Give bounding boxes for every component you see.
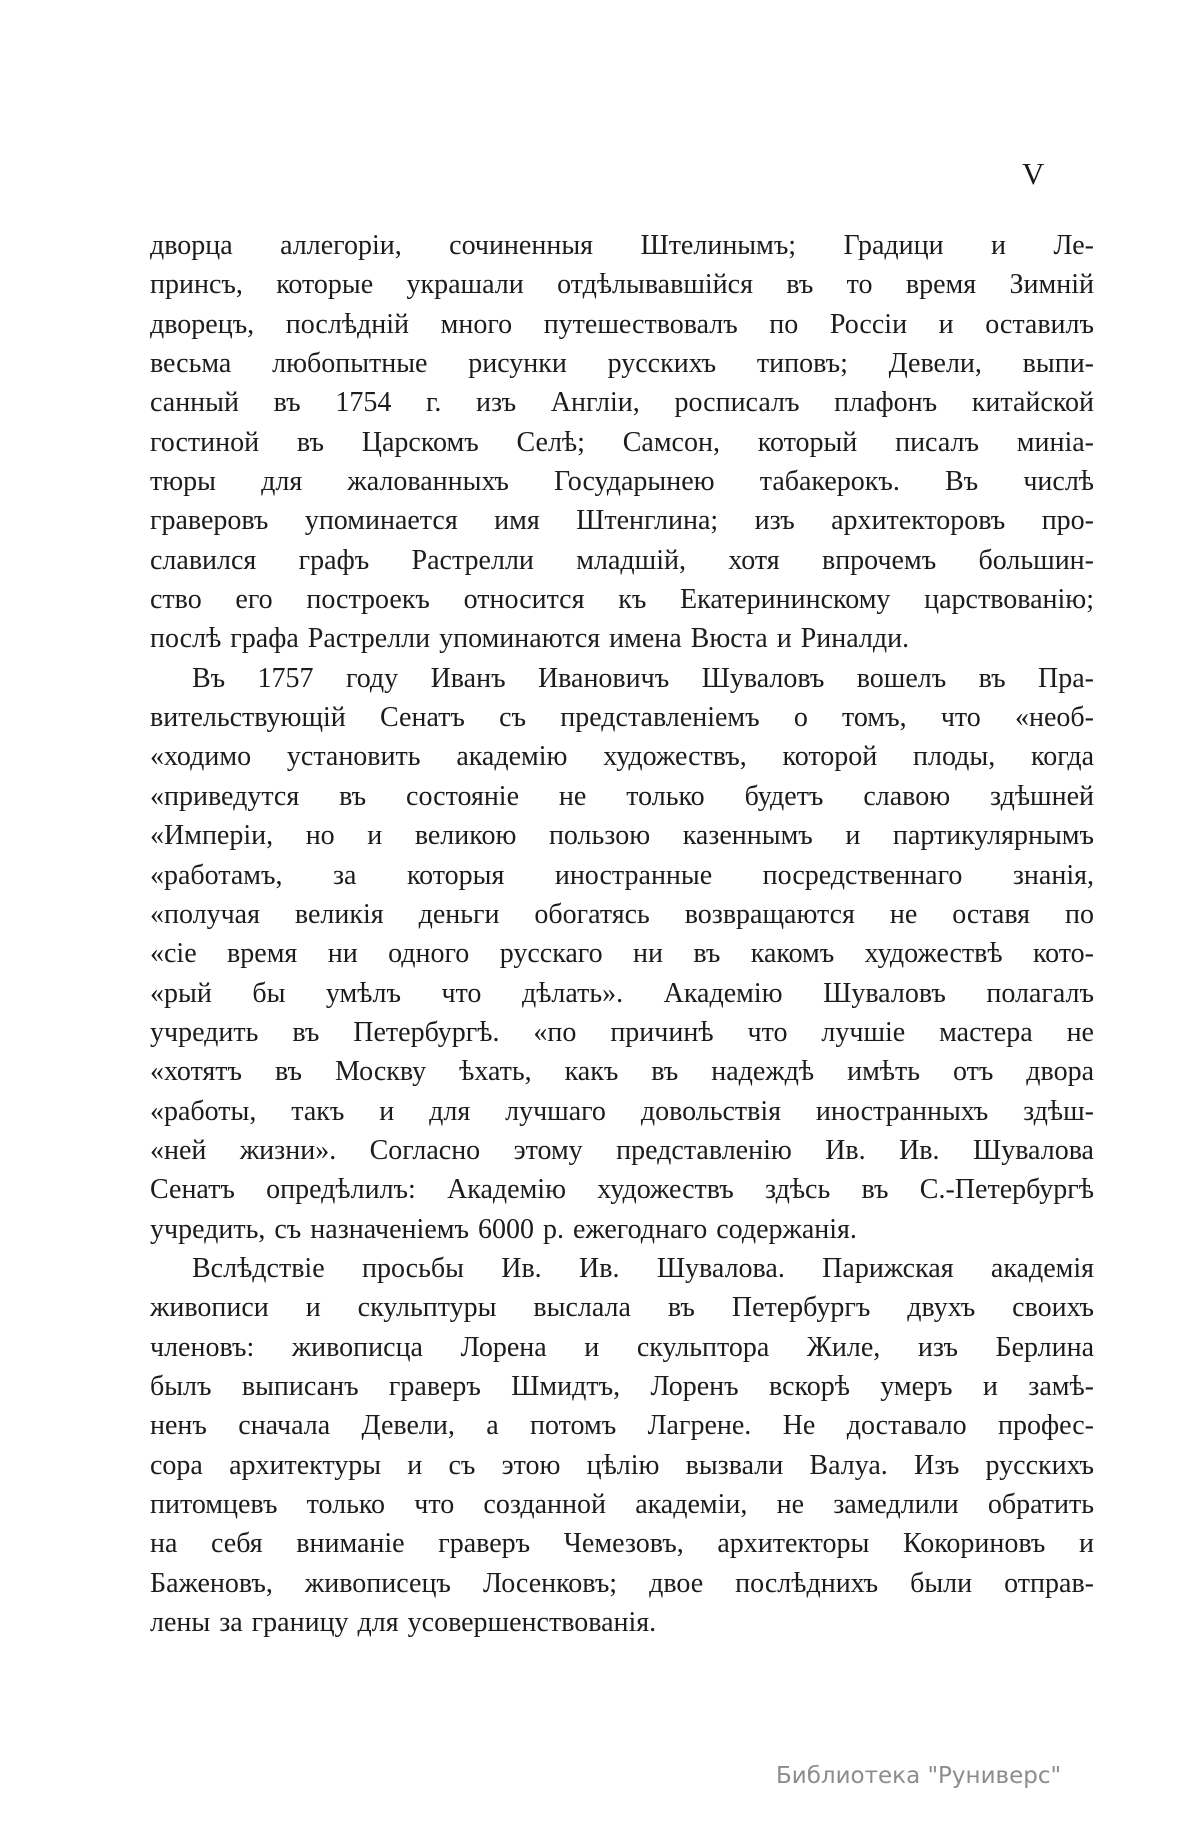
text-line: питомцевъ только что созданной академіи, не замедлили обратить (150, 1489, 1094, 1520)
text-line: ненъ сначала Девели, а потомъ Лагрене. Не доставало профес- (150, 1410, 1094, 1442)
text-line: гостиной въ Царскомъ Селѣ; Самсон, который писалъ миніа- (150, 426, 1094, 458)
text-line: былъ выписанъ граверъ Шмидтъ, Лоренъ вскорѣ умеръ и замѣ- (150, 1370, 1094, 1402)
text-line: дворца аллегоріи, сочиненныя Штелинымъ; Градици и Ле- (150, 230, 1094, 261)
text-line: Баженовъ, живописецъ Лосенковъ; двое послѣднихъ были отправ- (150, 1567, 1094, 1599)
text-line: Въ 1757 году Иванъ Ивановичъ Шуваловъ вошелъ въ Пра- (192, 662, 1094, 694)
text-line: «ходимо установить академію художествъ, которой плоды, когда (150, 741, 1094, 773)
text-line: «получая великія деньги обогатясь возвращаются не оставя по (150, 898, 1094, 930)
text-line: граверовъ упоминается имя Штенглина; изъ архитекторовъ про- (150, 505, 1094, 537)
text-line: лены за границу для усовершенствованія. (150, 1607, 657, 1639)
text-line: послѣ графа Растрелли упоминаются имена Вюста и Риналди. (150, 623, 910, 655)
text-line: «рый бы умѣлъ что дѣлать». Академію Шуваловъ полагалъ (150, 977, 1094, 1009)
page-text (150, 226, 1094, 1642)
library-watermark: Библиотека "Руниверс" (776, 1763, 1062, 1789)
text-line: тюры для жалованныхъ Государынею табакерокъ. Въ числѣ (150, 466, 1094, 498)
text-line: санный въ 1754 г. изъ Англіи, росписалъ плафонъ китайской (150, 387, 1094, 419)
text-line: «работамъ, за которыя иностранные посредственнаго знанія, (150, 859, 1094, 891)
text-line: «Имперіи, но и великою пользою казеннымъ и партикулярнымъ (150, 820, 1094, 852)
text-line: учредить, съ назначеніемъ 6000 р. ежегоднаго содержанія. (150, 1213, 857, 1245)
text-line: дворецъ, послѣдній много путешествовалъ по Россіи и оставилъ (150, 308, 1094, 340)
text-line: вительствующій Сенатъ съ представленіемъ о томъ, что «необ- (150, 702, 1094, 734)
text-line: «хотятъ въ Москву ѣхать, какъ въ надеждѣ имѣть отъ двора (150, 1056, 1094, 1088)
text-line: принсъ, которые украшали отдѣлывавшійся въ то время Зимній (150, 269, 1094, 301)
text-line: «приведутся въ состояніе не только будетъ славою здѣшней (150, 780, 1094, 812)
text-line: Сенатъ опредѣлилъ: Академію художествъ здѣсь въ С.-Петербургѣ (150, 1174, 1094, 1206)
text-line: Вслѣдствіе просьбы Ив. Ив. Шувалова. Парижская академія (192, 1252, 1094, 1284)
text-line: весьма любопытные рисунки русскихъ типовъ; Девели, выпи- (150, 348, 1094, 380)
page-number: V (1022, 156, 1046, 191)
text-line: сора архитектуры и съ этою цѣлію вызвали Валуа. Изъ русскихъ (150, 1449, 1094, 1481)
text-line: членовъ: живописца Лорена и скульптора Жиле, изъ Берлина (150, 1331, 1094, 1363)
text-line: «сіе время ни одного русскаго ни въ какомъ художествѣ кото- (150, 938, 1094, 970)
text-line: ство его построекъ относится къ Екатерининскому царствованію; (150, 584, 1094, 616)
text-line: живописи и скульптуры выслала въ Петербургъ двухъ своихъ (150, 1292, 1094, 1324)
text-line: «работы, такъ и для лучшаго довольствія иностранныхъ здѣш- (150, 1095, 1094, 1127)
text-line: «ней жизни». Согласно этому представленію Ив. Ив. Шувалова (150, 1134, 1094, 1166)
text-line: на себя вниманіе граверъ Чемезовъ, архитекторы Кокориновъ и (150, 1528, 1094, 1560)
text-line: учредить въ Петербургѣ. «по причинѣ что лучшіе мастера не (150, 1016, 1094, 1048)
text-line: славился графъ Растрелли младшій, хотя впрочемъ большин- (150, 544, 1094, 576)
